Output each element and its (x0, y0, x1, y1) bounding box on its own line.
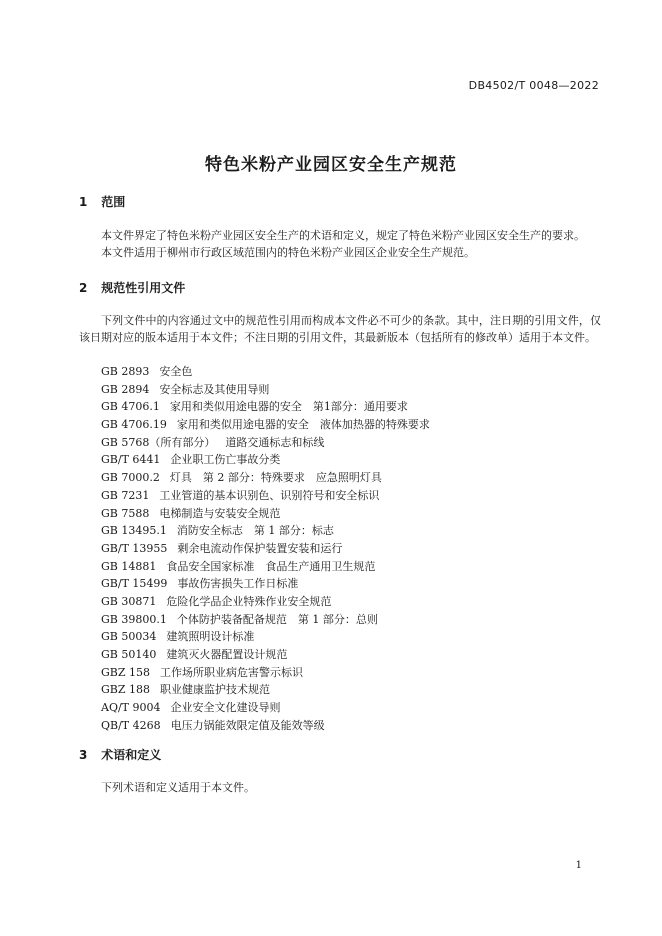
reference-title: 工作场所职业病危害警示标识 (160, 665, 304, 679)
reference-item (101, 363, 430, 381)
section-1-heading (79, 193, 125, 210)
section-1-paragraph-2: 本文件适用于柳州市行政区域范围内的特色米粉产业园区企业安全生产规范。 (101, 246, 475, 259)
reference-code: GB 50034 (101, 630, 157, 644)
reference-title: 建筑灭火器配置设计规范 (166, 648, 288, 661)
reference-code: GBZ 188 (101, 683, 151, 697)
section-title: 规范性引用文件 (101, 281, 186, 295)
reference-item (101, 469, 430, 487)
reference-title: 剩余电流动作保护装置安装和运行 (177, 541, 343, 555)
section-number: 3 (79, 748, 88, 762)
section-number: 2 (79, 281, 88, 295)
reference-code: GB 14881 (101, 559, 157, 573)
reference-item (101, 416, 430, 434)
reference-code: GB 4706.19 (101, 418, 167, 432)
reference-code: GB/T 6441 (101, 453, 161, 467)
section-2-paragraph-1: 下列文件中的内容通过文中的规范性引用而构成本文件必不可少的条款。其中，注日期的引用文件，仅该日期对应的版本适用于本文件；不注日期的引用文件，其最新版本（包括所有的修改单）适用于本文件。 (79, 314, 601, 344)
reference-item (101, 434, 430, 452)
reference-title: 食品安全国家标准 食品生产通用卫生规范 (166, 559, 376, 573)
reference-code: GB 2894 (101, 382, 150, 396)
reference-item (101, 451, 430, 469)
section-3-paragraph-1: 下列术语和定义适用于本文件。 (101, 781, 255, 794)
reference-item (101, 717, 430, 735)
reference-item (101, 381, 430, 399)
reference-title: 道路交通标志和标线 (225, 435, 325, 449)
reference-title: 灯具 第 2 部分：特殊要求 应急照明灯具 (169, 471, 382, 485)
reference-code: GB 5768（所有部分） (101, 435, 216, 449)
reference-code: GB 4706.1 (101, 400, 160, 414)
reference-item (101, 522, 430, 540)
reference-title: 安全色 (159, 365, 193, 378)
reference-item (101, 681, 430, 699)
section-3-heading (79, 746, 161, 763)
reference-code: QB/T 4268 (101, 718, 161, 732)
section-title: 范围 (101, 195, 126, 209)
page-number: 1 (575, 860, 582, 871)
reference-code: GB/T 13955 (101, 541, 168, 555)
reference-title: 事故伤害损失工作日标准 (177, 577, 299, 591)
normative-references-list (101, 363, 430, 734)
reference-code: GB 7588 (101, 506, 150, 520)
document-header-code: DB4502/T 0048—2022 (468, 79, 599, 92)
reference-item (101, 487, 430, 505)
document-title: 特色米粉产业园区安全生产规范 (205, 155, 457, 175)
reference-item (101, 646, 430, 664)
reference-item (101, 505, 430, 523)
section-number: 1 (79, 195, 88, 209)
reference-code: GB 30871 (101, 594, 157, 608)
reference-code: GB 7231 (101, 488, 150, 502)
section-2-heading (79, 279, 185, 296)
reference-code: GB 13495.1 (101, 524, 167, 538)
reference-item (101, 699, 430, 717)
reference-item (101, 398, 430, 416)
reference-title: 个体防护装备配备规范 第 1 部分：总则 (176, 612, 378, 626)
reference-code: GB/T 15499 (101, 577, 168, 591)
reference-title: 企业职工伤亡事故分类 (170, 453, 281, 467)
reference-code: GB 50140 (101, 648, 157, 661)
reference-item (101, 575, 430, 593)
reference-title: 工业管道的基本识别色、识别符号和安全标识 (159, 488, 380, 502)
reference-item (101, 540, 430, 558)
reference-title: 电梯制造与安装安全规范 (159, 506, 281, 520)
reference-title: 家用和类似用途电器的安全 液体加热器的特殊要求 (176, 418, 430, 432)
reference-title: 电压力锅能效限定值及能效等级 (170, 718, 325, 732)
reference-code: GB 39800.1 (101, 612, 167, 626)
reference-item (101, 593, 430, 611)
reference-title: 家用和类似用途电器的安全 第1部分：通用要求 (169, 400, 408, 414)
reference-title: 消防安全标志 第 1 部分：标志 (176, 524, 334, 538)
reference-code: GB 7000.2 (101, 471, 160, 485)
reference-title: 建筑照明设计标准 (166, 630, 255, 644)
reference-title: 企业安全文化建设导则 (170, 701, 281, 715)
reference-code: AQ/T 9004 (101, 701, 161, 715)
reference-title: 职业健康监护技术规范 (160, 683, 271, 697)
reference-title: 危险化学品企业特殊作业安全规范 (166, 594, 332, 608)
reference-item (101, 558, 430, 576)
reference-item (101, 628, 430, 646)
reference-title: 安全标志及其使用导则 (159, 382, 270, 396)
reference-item (101, 611, 430, 629)
reference-code: GB 2893 (101, 365, 150, 378)
section-title: 术语和定义 (101, 748, 162, 762)
section-1-paragraph-1: 本文件界定了特色米粉产业园区安全生产的术语和定义，规定了特色米粉产业园区安全生产的要求。 (101, 229, 585, 242)
reference-code: GBZ 158 (101, 665, 151, 679)
reference-item (101, 664, 430, 682)
